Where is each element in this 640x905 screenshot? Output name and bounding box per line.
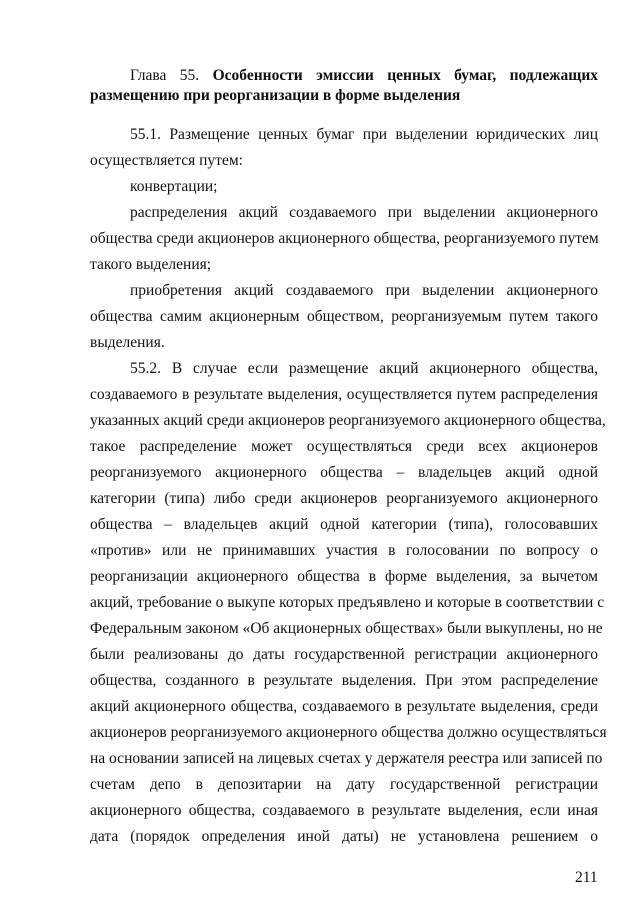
text-line: создаваемого в результате выделения, осуществляется путем распределения xyxy=(90,386,598,403)
text-line: общества, созданного в результате выделения. При этом распределение xyxy=(90,672,598,689)
text-line: общества – владельцев акций одной категории (типа), голосовавших xyxy=(90,516,598,533)
text-line: Федеральным законом «Об акционерных обществах» были выкуплены, но не xyxy=(90,620,603,637)
text-line: конвертации; xyxy=(130,178,218,195)
text-line: категории (типа) либо среди акционеров реорганизуемого акционерного xyxy=(90,490,598,507)
text-line: «против» или не принимавших участия в голосовании по вопросу о xyxy=(90,542,598,559)
text-line: 55.1. Размещение ценных бумаг при выделении юридических лиц xyxy=(130,126,598,143)
text-line: счетам депо в депозитарии на дату государственной регистрации xyxy=(90,776,598,793)
chapter-prefix: Глава 55. xyxy=(130,67,200,84)
text-line: общества самим акционерным обществом, реорганизуемым путем такого xyxy=(90,308,598,325)
text-line: распределения акций создаваемого при выделении акционерного xyxy=(130,204,598,221)
text-line: акционерного общества, создаваемого в результате выделения, если иная xyxy=(90,802,598,819)
text-line: акций, требование о выкупе которых предъявлено и которые в соответствии с xyxy=(90,594,605,611)
chapter-title-part-2: размещению при реорганизации в форме выделения xyxy=(90,87,461,104)
text-line: такого выделения; xyxy=(90,256,212,273)
text-line: акционеров реорганизуемого акционерного общества должно осуществляться xyxy=(90,724,607,741)
page-number: 211 xyxy=(575,869,598,886)
text-line: общества среди акционеров акционерного общества, реорганизуемого путем xyxy=(90,230,599,247)
chapter-title-part-1: Особенности эмиссии ценных бумаг, подлежащих xyxy=(212,67,599,84)
text-line: на основании записей на лицевых счетах у держателя реестра или записей по xyxy=(90,750,603,767)
text-line: были реализованы до даты государственной регистрации акционерного xyxy=(90,646,598,663)
text-line: такое распределение может осуществляться среди всех акционеров xyxy=(90,438,598,455)
text-line: указанных акций среди акционеров реорганизуемого акционерного общества, xyxy=(90,412,606,429)
text-line: приобретения акций создаваемого при выделении акционерного xyxy=(130,282,598,299)
text-line: реорганизации акционерного общества в форме выделения, за вычетом xyxy=(90,568,598,585)
text-line: 55.2. В случае если размещение акций акционерного общества, xyxy=(130,360,598,377)
chapter-heading xyxy=(90,63,598,109)
text-line: реорганизуемого акционерного общества – владельцев акций одной xyxy=(90,464,598,481)
text-line: акций акционерного общества, создаваемого в результате выделения, среди xyxy=(90,698,598,715)
text-line: выделения. xyxy=(90,334,165,351)
body-text xyxy=(90,122,607,850)
text-line: дата (порядок определения иной даты) не установлена решением о xyxy=(90,828,598,845)
text-line: осуществляется путем: xyxy=(90,152,243,169)
